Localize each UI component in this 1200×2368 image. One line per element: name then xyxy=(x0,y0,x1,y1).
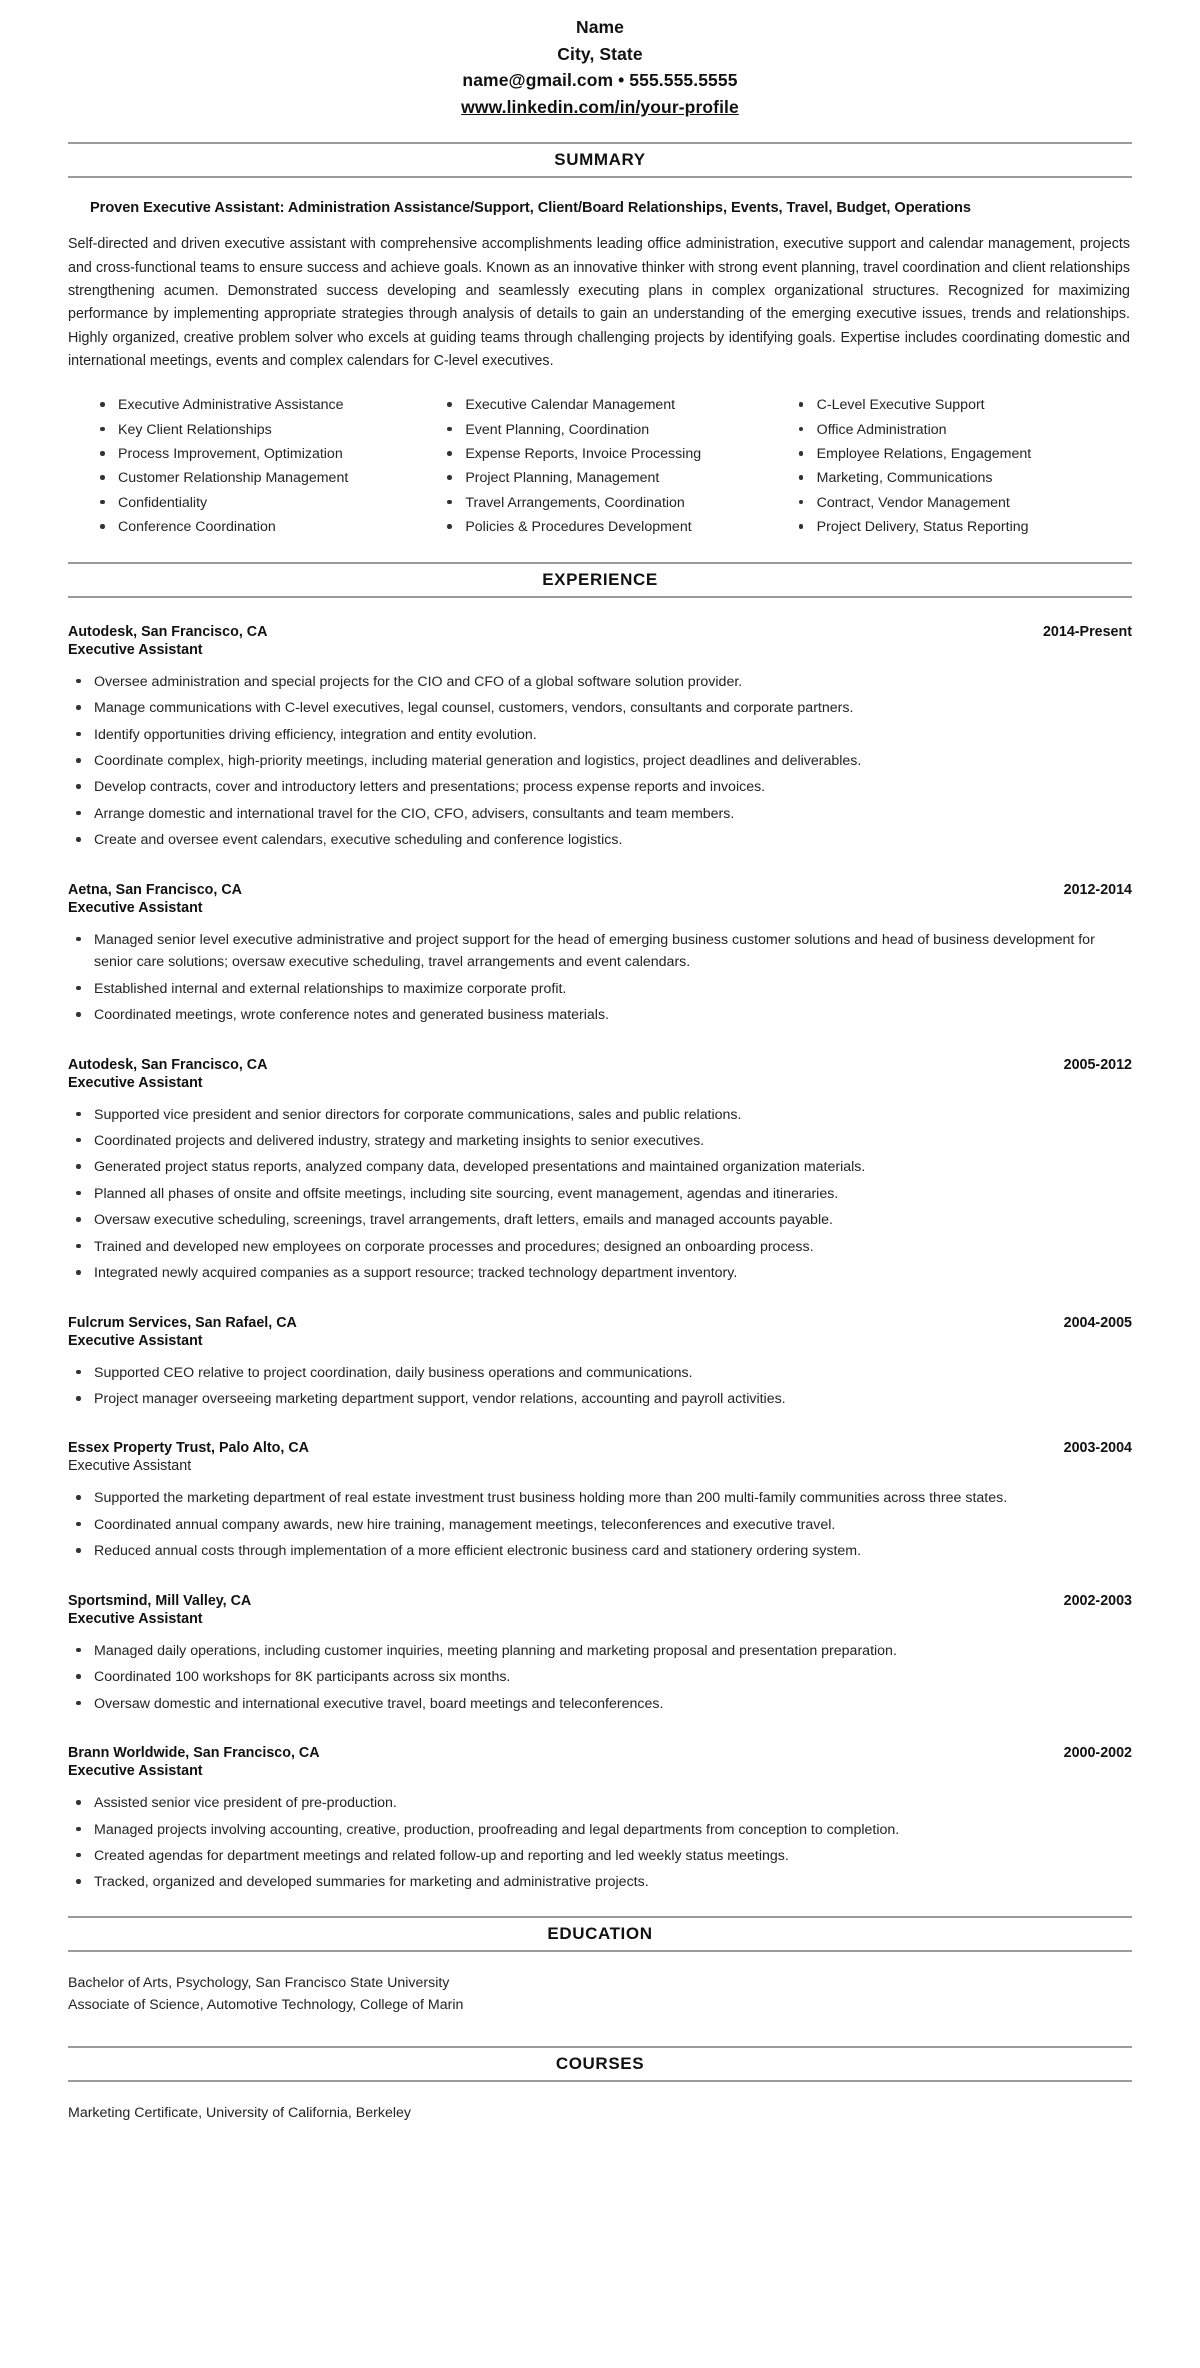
experience-entry xyxy=(68,1440,1132,1562)
responsibility-item: Create and oversee event calendars, executive scheduling and conference logistics. xyxy=(68,829,1132,851)
responsibility-item: Managed senior level executive administrative and project support for the head of emerging business customer solutions and head of business development for senior care solutions; oversaw executive scheduling, travel arrangements and event calendars. xyxy=(68,929,1132,974)
summary-headline: Proven Executive Assistant: Administration Assistance/Support, Client/Board Relationships, Events, Travel, Budget, Operations xyxy=(90,200,971,217)
section-header-experience xyxy=(68,562,1132,598)
responsibility-list xyxy=(68,1362,1132,1411)
responsibility-list xyxy=(68,1487,1132,1562)
skills-column-1 xyxy=(68,393,433,540)
job-title: Executive Assistant xyxy=(68,1074,203,1091)
responsibility-item: Supported the marketing department of real estate investment trust business holding more than 200 multi-family communities across three states. xyxy=(68,1487,1132,1509)
responsibility-item: Generated project status reports, analyzed company data, developed presentations and maintained organization materials. xyxy=(68,1156,1132,1178)
responsibility-item: Oversee administration and special projects for the CIO and CFO of a global software solution provider. xyxy=(68,671,1132,693)
experience-entry xyxy=(68,1057,1132,1285)
skill-item: Marketing, Communications xyxy=(793,466,1132,490)
company-name: Brann Worldwide, San Francisco, CA xyxy=(68,1745,320,1762)
responsibility-item: Trained and developed new employees on corporate processes and procedures; designed an onboarding process. xyxy=(68,1236,1132,1258)
experience-entry xyxy=(68,624,1132,852)
company-name: Sportsmind, Mill Valley, CA xyxy=(68,1592,252,1609)
responsibility-item: Oversaw domestic and international executive travel, board meetings and teleconferences. xyxy=(68,1693,1132,1715)
employment-dates: 2002-2003 xyxy=(1063,1592,1132,1609)
employment-dates: 2000-2002 xyxy=(1063,1745,1132,1762)
responsibility-item: Oversaw executive scheduling, screenings, travel arrangements, draft letters, emails and managed accounts payable. xyxy=(68,1209,1132,1231)
candidate-location: City, State xyxy=(557,43,643,64)
experience-entry-header xyxy=(68,1440,1132,1456)
skill-item: Confidentiality xyxy=(94,491,433,515)
responsibility-item: Develop contracts, cover and introductory letters and presentations; process expense reports and invoices. xyxy=(68,776,1132,798)
linkedin-link[interactable]: www.linkedin.com/in/your-profile xyxy=(461,96,739,117)
experience-entry xyxy=(68,1315,1132,1411)
employment-dates: 2003-2004 xyxy=(1063,1440,1132,1457)
courses-list xyxy=(68,2102,1132,2124)
job-title: Executive Assistant xyxy=(68,1610,203,1627)
skill-item: Travel Arrangements, Coordination xyxy=(441,491,780,515)
skills-grid xyxy=(68,393,1132,540)
section-header-summary xyxy=(68,142,1132,178)
section-title-experience: EXPERIENCE xyxy=(542,569,658,589)
course-item: Marketing Certificate, University of California, Berkeley xyxy=(68,2105,411,2122)
company-name: Aetna, San Francisco, CA xyxy=(68,881,242,898)
responsibility-item: Coordinated projects and delivered industry, strategy and marketing insights to senior executives. xyxy=(68,1130,1132,1152)
experience-entry-header xyxy=(68,1315,1132,1331)
skill-item: Office Administration xyxy=(793,418,1132,442)
employment-dates: 2014-Present xyxy=(1042,623,1132,640)
responsibility-list xyxy=(68,929,1132,1027)
section-title-summary: SUMMARY xyxy=(554,150,646,170)
section-header-courses xyxy=(68,2046,1132,2082)
skill-item: Executive Calendar Management xyxy=(441,393,780,417)
company-name: Fulcrum Services, San Rafael, CA xyxy=(68,1314,297,1331)
education-item: Bachelor of Arts, Psychology, San Francisco State University xyxy=(68,1974,450,1991)
responsibility-item: Supported CEO relative to project coordination, daily business operations and communications. xyxy=(68,1362,1132,1384)
company-name: Autodesk, San Francisco, CA xyxy=(68,1056,268,1073)
resume-header xyxy=(68,0,1132,120)
experience-list xyxy=(68,624,1132,1894)
skill-item: Project Planning, Management xyxy=(441,466,780,490)
skill-item: Project Delivery, Status Reporting xyxy=(793,515,1132,539)
responsibility-item: Manage communications with C-level executives, legal counsel, customers, vendors, consultants and corporate partners. xyxy=(68,697,1132,719)
responsibility-item: Tracked, organized and developed summaries for marketing and administrative projects. xyxy=(68,1871,1132,1893)
company-name: Autodesk, San Francisco, CA xyxy=(68,623,268,640)
employment-dates: 2012-2014 xyxy=(1063,881,1132,898)
skill-item: Process Improvement, Optimization xyxy=(94,442,433,466)
skill-item: Policies & Procedures Development xyxy=(441,515,780,539)
experience-entry xyxy=(68,1593,1132,1715)
job-title: Executive Assistant xyxy=(68,899,203,916)
responsibility-list xyxy=(68,671,1132,852)
job-title: Executive Assistant xyxy=(68,1332,203,1349)
section-header-education xyxy=(68,1916,1132,1952)
experience-entry xyxy=(68,1745,1132,1894)
skill-item: Conference Coordination xyxy=(94,515,433,539)
skill-item: C-Level Executive Support xyxy=(793,393,1132,417)
responsibility-item: Coordinated meetings, wrote conference notes and generated business materials. xyxy=(68,1004,1132,1026)
responsibility-item: Managed projects involving accounting, creative, production, proofreading and legal departments from conception to completion. xyxy=(68,1819,1132,1841)
responsibility-item: Assisted senior vice president of pre-production. xyxy=(68,1792,1132,1814)
section-title-courses: COURSES xyxy=(555,2054,645,2074)
candidate-contact: name@gmail.com • 555.555.5555 xyxy=(462,70,738,91)
experience-entry xyxy=(68,882,1132,1027)
skill-item: Key Client Relationships xyxy=(94,418,433,442)
skill-item: Event Planning, Coordination xyxy=(441,418,780,442)
responsibility-item: Managed daily operations, including customer inquiries, meeting planning and marketing proposal and presentation preparation. xyxy=(68,1640,1132,1662)
responsibility-item: Reduced annual costs through implementation of a more efficient electronic business card and stationery ordering system. xyxy=(68,1540,1132,1562)
responsibility-list xyxy=(68,1104,1132,1285)
responsibility-item: Integrated newly acquired companies as a support resource; tracked technology department inventory. xyxy=(68,1262,1132,1284)
summary-paragraph: Self-directed and driven executive assistant with comprehensive accomplishments leading office administration, executive support and calendar management, projects and cross-functional teams to ensure success and achieve goals. Known as an innovative thinker with strong event planning, travel coordination and client relationships strengthening acumen. Demonstrated success developing and seamlessly executing plans in complex organizational structures. Recognized for maximizing performance by implementing appropriate strategies through analysis of details to gain an understanding of the emerging executive issues, trends and relationships. Highly organized, creative problem solver who excels at guiding teams through challenging projects by identifying goals. Expertise includes coordinating domestic and international meetings, events and complex calendars for C-level executives. xyxy=(68,236,1130,369)
job-title: Executive Assistant xyxy=(68,1458,192,1475)
skills-column-3 xyxy=(781,393,1132,540)
responsibility-item: Created agendas for department meetings and related follow-up and reporting and led weekly status meetings. xyxy=(68,1845,1132,1867)
job-title: Executive Assistant xyxy=(68,1763,203,1780)
responsibility-item: Project manager overseeing marketing department support, vendor relations, accounting and payroll activities. xyxy=(68,1388,1132,1410)
experience-entry-header xyxy=(68,1745,1132,1761)
responsibility-item: Coordinated annual company awards, new hire training, management meetings, teleconferences and executive travel. xyxy=(68,1514,1132,1536)
responsibility-item: Identify opportunities driving efficiency, integration and entity evolution. xyxy=(68,724,1132,746)
skill-item: Expense Reports, Invoice Processing xyxy=(441,442,780,466)
responsibility-item: Coordinate complex, high-priority meetings, including material generation and logistics, project deadlines and deliverables. xyxy=(68,750,1132,772)
job-title: Executive Assistant xyxy=(68,641,203,658)
employment-dates: 2005-2012 xyxy=(1063,1056,1132,1073)
skills-column-2 xyxy=(433,393,780,540)
skill-item: Contract, Vendor Management xyxy=(793,491,1132,515)
experience-entry-header xyxy=(68,1593,1132,1609)
responsibility-item: Established internal and external relationships to maximize corporate profit. xyxy=(68,978,1132,1000)
employment-dates: 2004-2005 xyxy=(1063,1314,1132,1331)
section-title-education: EDUCATION xyxy=(547,1923,653,1943)
experience-entry-header xyxy=(68,1057,1132,1073)
education-item: Associate of Science, Automotive Technology, College of Marin xyxy=(68,1996,464,2013)
company-name: Essex Property Trust, Palo Alto, CA xyxy=(68,1440,309,1457)
skill-item: Customer Relationship Management xyxy=(94,466,433,490)
responsibility-item: Planned all phases of onsite and offsite meetings, including site sourcing, event management, agendas and itineraries. xyxy=(68,1183,1132,1205)
responsibility-item: Arrange domestic and international travel for the CIO, CFO, advisers, consultants and team members. xyxy=(68,803,1132,825)
skill-item: Employee Relations, Engagement xyxy=(793,442,1132,466)
responsibility-list xyxy=(68,1792,1132,1894)
education-list xyxy=(68,1972,1132,2024)
skill-item: Executive Administrative Assistance xyxy=(94,393,433,417)
experience-entry-header xyxy=(68,624,1132,640)
experience-entry-header xyxy=(68,882,1132,898)
responsibility-item: Coordinated 100 workshops for 8K participants across six months. xyxy=(68,1666,1132,1688)
candidate-name: Name xyxy=(575,17,625,37)
responsibility-item: Supported vice president and senior directors for corporate communications, sales and public relations. xyxy=(68,1104,1132,1126)
responsibility-list xyxy=(68,1640,1132,1715)
